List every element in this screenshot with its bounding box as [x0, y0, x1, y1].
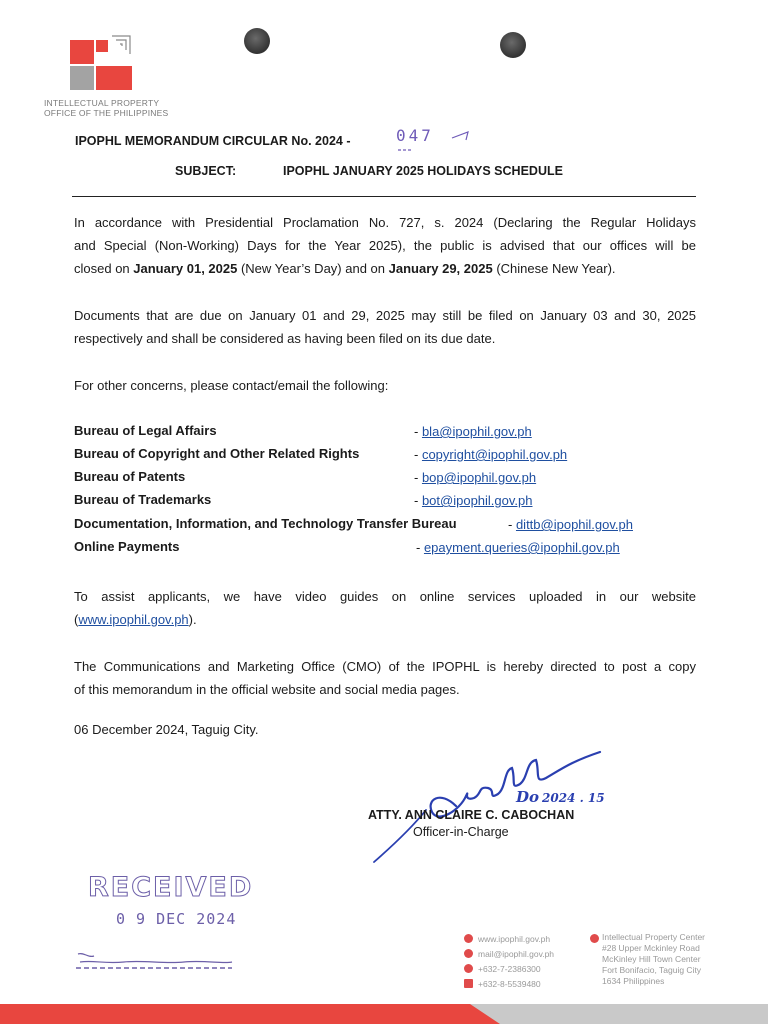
- contact-label-dittb: Documentation, Information, and Technology Transfer Bureau: [74, 516, 457, 531]
- email-link-dittb[interactable]: dittb@ipophil.gov.ph: [515, 517, 633, 532]
- svg-text:2024 . 15: 2024 . 15: [542, 791, 605, 805]
- signatory-title: Officer-in-Charge: [413, 825, 509, 839]
- email-link-bop[interactable]: bop@ipophil.gov.ph: [421, 470, 537, 485]
- subject-text: IPOPHL JANUARY 2025 HOLIDAYS SCHEDULE: [283, 164, 563, 178]
- paragraph-closure-notice: In accordance with Presidential Proclamation No. 727, s. 2024 (Declaring the Regular Holidays and Special (Non-Working) Days for the Year 2025), the public is advised that our offices will be closed on January 01, 2025 (New Year’s Day) and on January 29, 2025 (Chinese New Year).: [74, 215, 696, 276]
- website-link[interactable]: www.ipophil.gov.ph: [78, 612, 189, 627]
- memo-number-underline: [396, 128, 470, 154]
- svg-text:Do: Do: [516, 788, 540, 806]
- contact-email-dittb: - dittb@ipophil.gov.ph: [508, 517, 633, 532]
- footer-website: www.ipophil.gov.ph: [464, 934, 550, 945]
- signatory-name: ATTY. ANN CLAIRE C. CABOCHAN: [368, 808, 575, 822]
- ipophl-logo: [68, 32, 148, 96]
- footer-bar: [0, 1004, 768, 1024]
- contact-email-copyright: - copyright@ipophil.gov.ph: [414, 447, 568, 462]
- contact-label-patents: Bureau of Patents: [74, 469, 186, 484]
- email-link-bot[interactable]: bot@ipophil.gov.ph: [421, 493, 533, 508]
- footer-address: Intellectual Property Center #28 Upper Mckinley Road McKinley Hill Town Center Fort Bonifacio, Taguig City 1634 Philippines: [602, 932, 705, 986]
- location-pin-icon: [590, 934, 599, 943]
- email-link-bla[interactable]: bla@ipophil.gov.ph: [421, 424, 532, 439]
- contact-label-legal-affairs: Bureau of Legal Affairs: [74, 423, 217, 438]
- handwritten-signature: [370, 740, 630, 866]
- contact-label-copyright: Bureau of Copyright and Other Related Rights: [74, 446, 360, 461]
- mail-icon: [464, 949, 473, 958]
- footer-phone-1: +632-7-2386300: [464, 964, 541, 975]
- punch-hole-left: [244, 28, 270, 54]
- paragraph-filing-notice: Documents that are due on January 01 and 29, 2025 may still be filed on January 03 and 30, 2025 respectively and shall be considered as having been filed on its due date.: [74, 308, 696, 346]
- footer-email: mail@ipophil.gov.ph: [464, 949, 554, 960]
- paragraph-video-guides: To assist applicants, we have video guides on online services uploaded in our website (www.ipophil.gov.ph).: [74, 589, 696, 627]
- punch-hole-right: [500, 32, 526, 58]
- contact-label-trademarks: Bureau of Trademarks: [74, 492, 212, 507]
- memo-title: IPOPHL MEMORANDUM CIRCULAR No. 2024 -: [75, 134, 351, 148]
- received-stamp-date: 0 9 DEC 2024: [116, 910, 237, 928]
- paragraph-contact-intro: For other concerns, please contact/email the following:: [74, 378, 389, 393]
- subject-label: SUBJECT:: [175, 164, 237, 178]
- globe-icon: [464, 934, 473, 943]
- footer-phone-2: +632-8-5539480: [464, 979, 541, 990]
- memo-number-handwritten: 047: [396, 126, 434, 145]
- paragraph-cmo-directive: The Communications and Marketing Office (CMO) of the IPOPHL is hereby directed to post a copy of this memorandum in the official website and social media pages.: [74, 659, 696, 697]
- header-divider: [72, 196, 696, 197]
- contact-email-patents: - bop@ipophil.gov.ph: [414, 470, 537, 485]
- email-link-copyright[interactable]: copyright@ipophil.gov.ph: [421, 447, 568, 462]
- received-stamp-signature: [74, 950, 234, 972]
- contact-email-legal-affairs: - bla@ipophil.gov.ph: [414, 424, 532, 439]
- fax-icon: [464, 979, 473, 988]
- contact-email-online-payments: - epayment.queries@ipophil.gov.ph: [416, 540, 620, 555]
- date-place: 06 December 2024, Taguig City.: [74, 722, 259, 737]
- org-name: INTELLECTUAL PROPERTY OFFICE OF THE PHILIPPINES: [44, 98, 169, 118]
- phone-icon: [464, 964, 473, 973]
- email-link-epayment[interactable]: epayment.queries@ipophil.gov.ph: [423, 540, 620, 555]
- contact-label-online-payments: Online Payments: [74, 539, 180, 554]
- received-stamp: RECEIVED: [88, 872, 254, 903]
- contact-email-trademarks: - bot@ipophil.gov.ph: [414, 493, 533, 508]
